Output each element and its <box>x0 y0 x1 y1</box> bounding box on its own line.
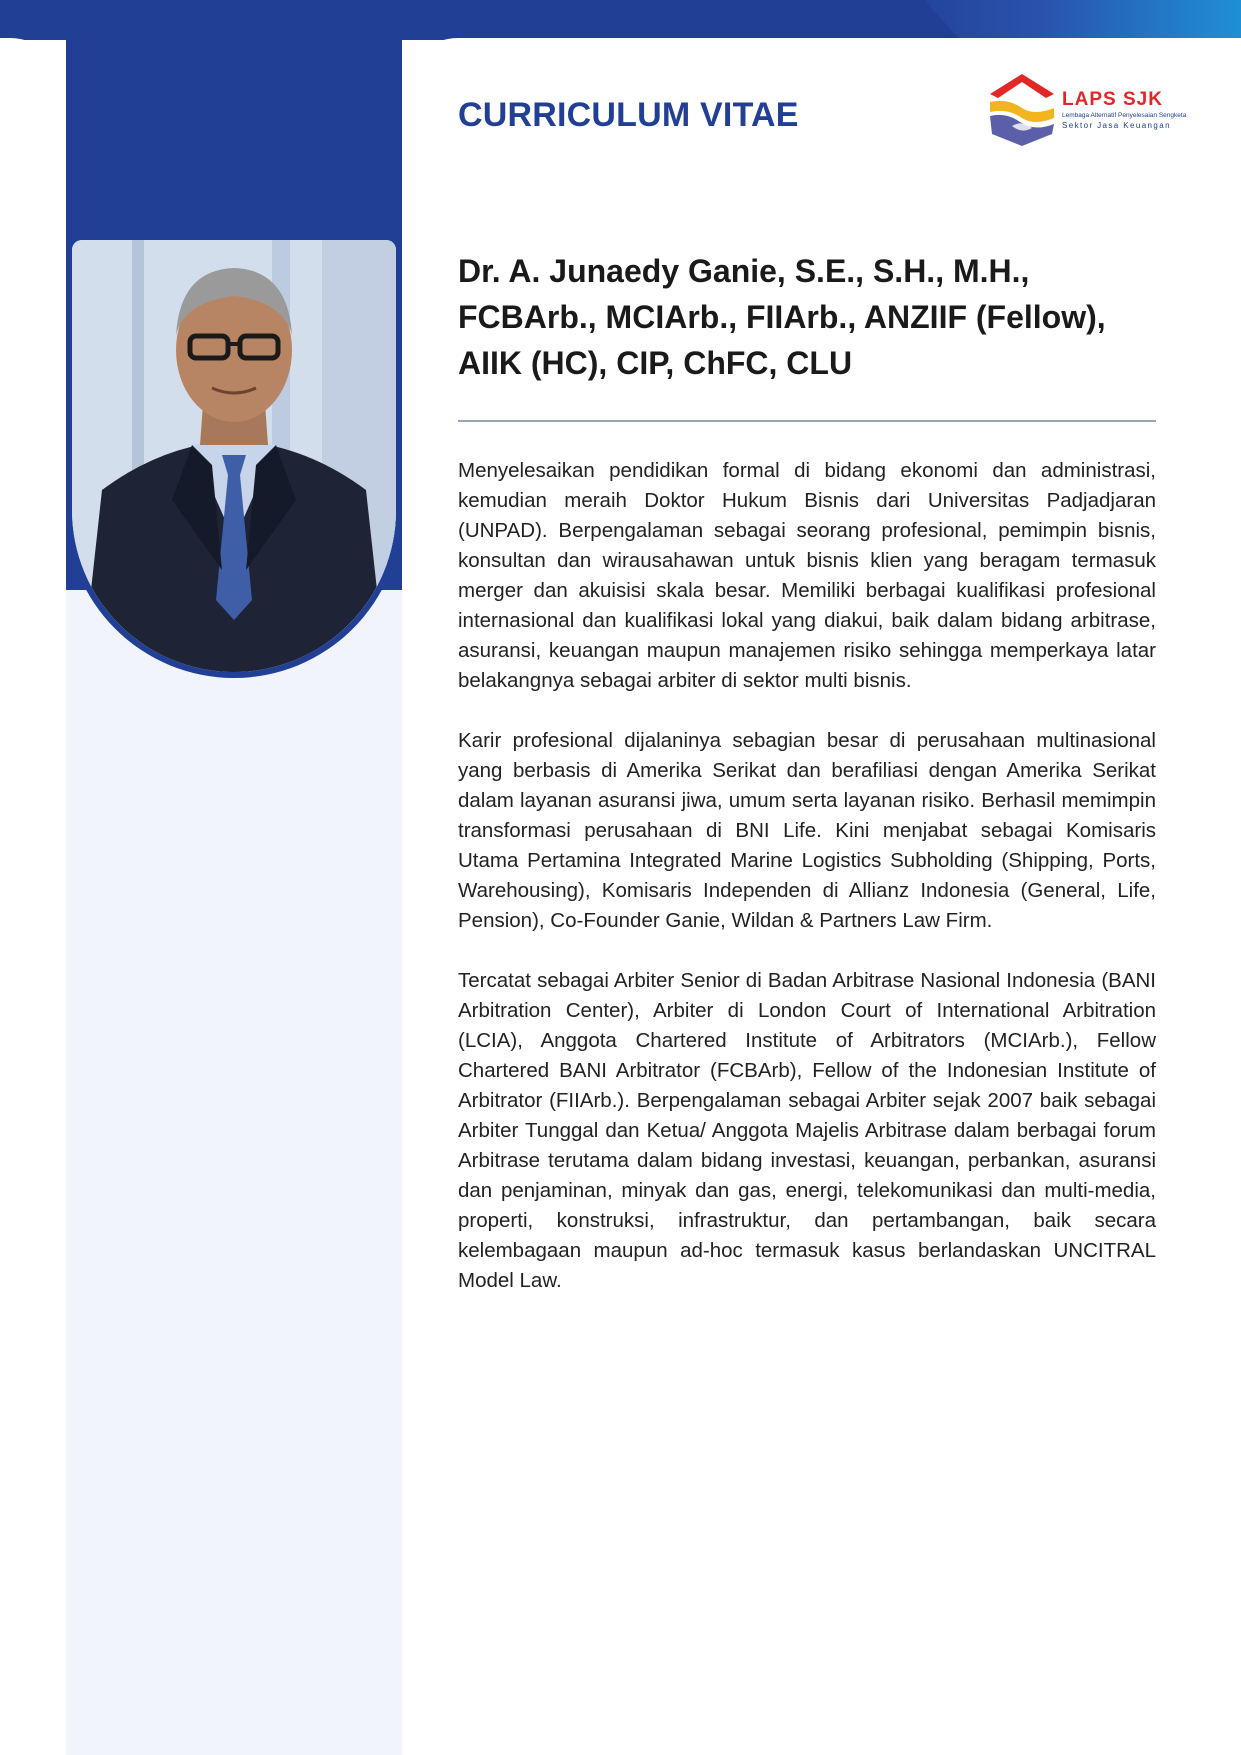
logo-brand-text: LAPS SJK <box>1062 89 1163 110</box>
title-divider <box>458 420 1156 422</box>
portrait-illustration <box>72 240 396 672</box>
name-line-2: FCBArb., MCIArb., FIIArb., ANZIIF (Fellow), <box>458 299 1106 335</box>
logo-tagline: Sektor Jasa Keuangan <box>1062 121 1171 130</box>
name-line-1: Dr. A. Junaedy Ganie, S.E., S.H., M.H., <box>458 253 1030 289</box>
portrait-photo <box>72 240 396 672</box>
bio-paragraph-arbitration: Tercatat sebagai Arbiter Senior di Badan Arbitrase Nasional Indonesia (BANI Arbitration Center), Arbiter di London Court of International Arbitration (LCIA), Anggota Chartered Institute of Arbitrators (MCIArb.), Fellow Chartered BANI Arbitrator (FCBArb), Fellow of the Indonesian Institute of Arbitrator (FIIArb.). Berpengalaman sebagai Arbiter sejak 2007 baik sebagai Arbiter Tunggal dan Ketua/ Anggota Majelis Arbitrase dalam berbagai forum Arbitrase terutama dalam bidang investasi, keuangan, perbankan, asuransi dan penjaminan, minyak dan gas, energi, telekomunikasi dan multi-media, properti, konstruksi, infrastruktur, dan pertambangan, baik secara kelembagaan maupun ad-hoc termasuk kasus berlandaskan UNCITRAL Model Law. <box>458 969 1156 1292</box>
name-line-3: AIIK (HC), CIP, ChFC, CLU <box>458 345 853 381</box>
left-margin-panel <box>0 38 66 1755</box>
biography <box>458 456 1156 1326</box>
logo-tagline-small: Lembaga Alternatif Penyelesaian Sengketa <box>1062 112 1187 119</box>
bio-paragraph-career: Karir profesional dijalaninya sebagian besar di perusahaan multinasional yang berbasis di Amerika Serikat dan berafiliasi dengan Amerika Serikat dalam layanan asuransi jiwa, umum serta layanan risiko. Berhasil memimpin transformasi perusahaan di BNI Life. Kini menjabat sebagai Komisaris Utama Pertamina Integrated Marine Logistics Subholding (Shipping, Ports, Warehousing), Komisaris Independen di Allianz Indonesia (General, Life, Pension), Co-Founder Ganie, Wildan & Partners Law Firm. <box>458 729 1156 932</box>
page-title: CURRICULUM VITAE <box>458 96 799 134</box>
laps-logo-icon <box>982 68 1062 148</box>
bio-paragraph-education: Menyelesaikan pendidikan formal di bidang ekonomi dan administrasi, kemudian meraih Doktor Hukum Bisnis dari Universitas Padjadjaran (UNPAD). Berpengalaman sebagai seorang profesional, pemimpin bisnis, konsultan dan wirausahawan untuk bisnis klien yang beragam termasuk merger dan akuisisi skala besar. Memiliki berbagai kualifikasi profesional internasional dan kualifikasi lokal yang diakui, baik dalam bidang arbitrase, asuransi, keuangan maupun manajemen risiko sehingga memperkaya latar belakangnya sebagai arbiter di sektor multi bisnis. <box>458 459 1156 692</box>
person-name <box>458 248 1158 386</box>
